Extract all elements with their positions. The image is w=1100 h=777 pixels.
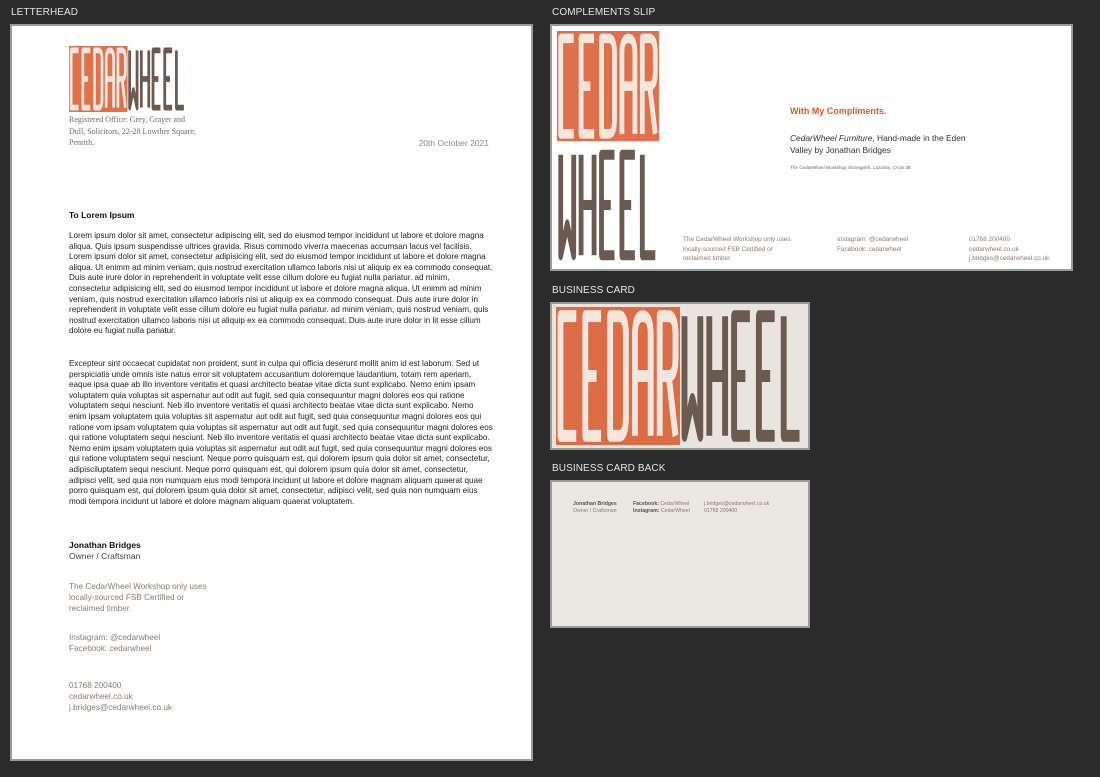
logo-letter-e (165, 50, 172, 107)
timber-note-line: The CedarWheel Workshop only uses (69, 582, 207, 591)
compliments-slip-sheet (550, 24, 1073, 271)
facebook-label: Facebook: (633, 501, 659, 507)
timber-note-line: reclaimed timber. (683, 255, 732, 262)
logo-letter-e (602, 155, 615, 256)
cedarwheel-logo-vertical (557, 31, 659, 263)
tagline-text: , Hand-made in the Eden Valley by (790, 133, 966, 155)
timber-note-line: The CedarWheel Workshop only uses (683, 236, 791, 243)
logo-letter-w (685, 316, 701, 436)
logo-letter-l (642, 155, 655, 256)
recipient: To Lorem Ipsum (69, 210, 135, 220)
signature-block (69, 540, 141, 562)
logo-letter-h (141, 50, 148, 107)
timber-note (683, 235, 803, 264)
compliments-tagline (790, 133, 990, 156)
logo-wheel-letters (130, 50, 184, 107)
instagram-link[interactable]: Instagram: @cedarwheel (69, 633, 161, 642)
timber-note (69, 582, 207, 614)
phone-number: 01768 200400 (969, 236, 1010, 243)
social-links (69, 633, 160, 655)
timber-note-line: locally-sourced FSB Certified or (69, 592, 185, 602)
logo-letter-e (153, 50, 160, 107)
email-link[interactable]: j.bridges@cedarwheel.co.uk (704, 501, 770, 507)
card-owner-role: Owner / Craftsman (573, 507, 617, 514)
compliments-title: With My Compliments. (790, 106, 887, 116)
card-social (633, 501, 690, 515)
card-contact (704, 501, 769, 515)
facebook-link[interactable]: Facebook: cedarwheel (837, 245, 902, 253)
letter-paragraph-1: Lorem ipsum dolor sit amet, consectetur adipiscing elit, sed do eiusmod tempor incididunt ut labore et dolore magna aliqua. Quis ipsum suspendisse ultrices gravida. Risus commodo viverra maecenas accumsan lacus vel facilisis. Lorem ipsum dolor sit amet, consectetur adipisicing elit, sed do eiusmod tempor incididunt ut labore et dolore magna aliqua. Ut enimm ad minim veniam, quis nostrud exercitation ullamco laboris nisi ut aliquip ex ea commodo consequat. Duis aute irure dolor in reprehenderit in voluptate velit esse cillum dolore eu fugiat nulla pariatur. ad minim, consectetur adipisicing elit, sed do eiusmod tempor incididunt ut labore et dolore magna aliqua. Ut enimm ad minim veniam, quis nostrud exercitation ullamco laboris nisi ut aliquip ex ea commodo consequat. Duis aute irure dolor in reprehenderit in voluptate velit esse cillum dolore eu fugiat nulla pariatur. ad minim veniam, quis nostrud veniam, quis nostrud exercitation ullamco laboris nisi ut aliquip ex ea commodo consequat. Duis aute irure dolor in lit esse cillum dolore eu fugiat nulla pariatur. (69, 231, 493, 336)
logo-letter-w (561, 155, 574, 256)
tagline-name: Jonathan Bridges (825, 144, 891, 155)
logo-letter-l (176, 50, 183, 107)
logo-cedar-letters (557, 31, 659, 141)
facebook-value[interactable]: CedarWheel (658, 501, 690, 507)
card-owner-name: Jonathan Bridges (573, 501, 617, 507)
website-link[interactable]: cedarwheel.co.uk (69, 691, 133, 701)
contact-details (969, 235, 1049, 264)
registered-office: Registered Office: Grey, Grayer and Dull, Solicitors, 22-28 Lowther Square, Penrith. (69, 115, 196, 147)
logo-letter-e (734, 316, 750, 436)
logo-letter-w (130, 50, 137, 107)
signer-role: Owner / Craftsman (69, 551, 141, 561)
logo-wheel-letters (561, 155, 656, 256)
facebook-link[interactable]: Facebook: cedarwheel (69, 643, 152, 653)
timber-note-line: reclaimed timber. (69, 603, 132, 613)
logo-wheel-letters (685, 316, 800, 436)
logo-letter-e (759, 316, 775, 436)
social-links (837, 235, 908, 254)
instagram-label: Instagram: (633, 507, 660, 514)
letter-date: 20th October 2021 (418, 138, 489, 148)
instagram-link[interactable]: Instagram: @cedarwheel (837, 236, 909, 243)
phone-number: 01768 200400 (69, 681, 122, 690)
business-card-back-label: BUSINESS CARD BACK (552, 463, 666, 474)
logo-letter-h (581, 155, 594, 256)
letterhead-label: LETTERHEAD (11, 7, 79, 18)
business-card-label: BUSINESS CARD (552, 285, 635, 296)
instagram-value[interactable]: CedarWheel (659, 507, 690, 514)
logo-cedar-letters (556, 307, 680, 445)
tagline-brand: CedarWheel Furniture (790, 133, 873, 143)
letterhead-sheet (10, 24, 533, 761)
email-link[interactable]: j.bridges@cedarwheel.co.uk (69, 702, 172, 712)
signer-name: Jonathan Bridges (69, 540, 141, 550)
compliments-slip-label: COMPLEMENTS SLIP (552, 7, 656, 18)
timber-note-line: locally-sourced FSB Certified or (683, 245, 773, 253)
contact-details (69, 681, 172, 713)
phone-number: 01768 200400 (704, 507, 738, 514)
website-link[interactable]: cedarwheel.co.uk (969, 245, 1019, 253)
business-card-front (550, 302, 810, 450)
business-card-back (550, 480, 810, 628)
card-owner (573, 501, 617, 515)
logo-cedar-letters (69, 46, 128, 112)
cedarwheel-logo (69, 46, 186, 112)
workshop-address: The CedarWheel Workshop Stonegarth, Lazonby, CA16 3B (790, 165, 911, 170)
logo-letter-e (622, 155, 635, 256)
letter-paragraph-2: Excepteur sint occaecat cupidatat non proident, sunt in culpa qui officia deserunt mollit anim id est laborum. Sed ut perspiciatis unde omnis iste natus error sit voluptatem accusantium doloremque laudantium, totam rem aperiam, eaque ipsa quae ab illo inventore veritatis et quasi architecto beatae vitae dicta sunt explicabo. Nemo enim ipsam voluptatem quia voluptas sit aspernatur aut odit aut fugit, sed quia consequuntur magni dolores eos qui ratione voluptatem sequi nesciunt. Neb illo inventore veritatis et quasi architecto beatae vitae dicta sunt explicabo. Nemo enim ipsam voluptatem quia voluptas sit aspernatur aut odit aut fugit, sed quia consequuntur magni dolores eos qui ratione vom ipsam voluptatem quia voluptas sit aspernatur aut odit aut fugit, sed quia consequuntur magni dolores eos qui ratione voluptatem sequi nesciunt. Neb illo inventore veritatis et quasi architecto beatae vitae dicta sunt explicabo. Nemo enim ipsam voluptatem quia voluptas sit aspernatur aut odit aut fugit, sed quia consequuntur magni dolores eos qui ratione voluptatem sequi nesciunt. Neque porro quisquam est, qui dolorem ipsum quia dolor sit amet, consectetur, adipisciluptatem sequi nesciunt. Neque porro quisquam est, qui dolorem ipsum quia dolor sit amet, consectetur, adipisci velit, sed quia non numquam eius modi tempora incidunt ut labore et dolore magnam aliquam quaerat quae porro quisquam est, qui dolorem ipsum quia dolor sit amet, consectetur, adipisci velit, sed quia non numquam eius modi tempora incidunt ut labore et dolore magnam aliquam quaerat voluptatem. (69, 359, 493, 506)
logo-letter-h (709, 316, 725, 436)
logo-letter-l (784, 316, 800, 436)
cedarwheel-logo-wide (556, 307, 804, 445)
email-link[interactable]: j.bridges@cedarwheel.co.uk (969, 255, 1050, 262)
